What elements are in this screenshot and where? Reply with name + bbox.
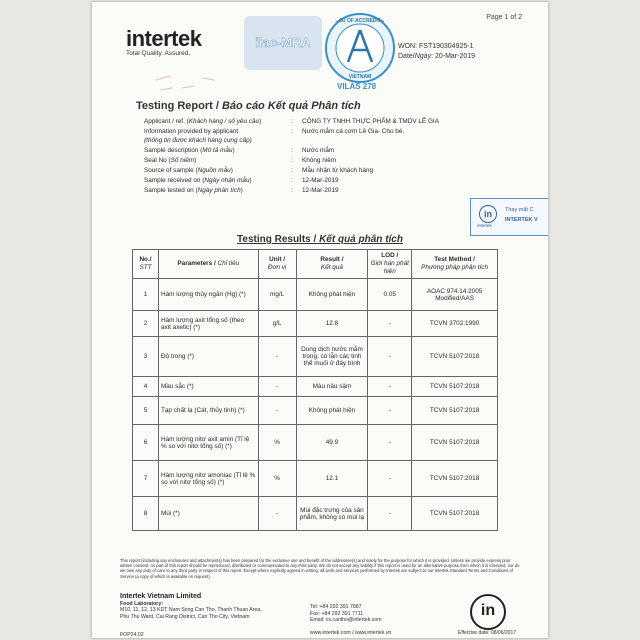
ilac-mra-seal [242, 14, 324, 72]
table-row: 6 Hàm lượng nitơ axit amin (Tỉ lệ % so với nitơ tổng số) (*) % 49.9 - TCVN 5107:2018 [133, 425, 498, 461]
table-row: 3 Độ trong (*) - Dung dịch nước mắm trong, có lẫn các tinh thể muối ở đáy bình - TCVN 5107:2018 [133, 337, 498, 377]
header-method: Test Method / Phương pháp phân tích [412, 250, 498, 279]
table-row: 2 Hàm lượng axit tổng số (theo axit axetic) (*) g/L 12.8 - TCVN 3702:1990 [133, 311, 498, 337]
intertek-badge-icon: in [470, 594, 506, 630]
report-title: Testing Report / Báo cáo Kết quả Phân tích [136, 100, 361, 112]
footer-email: Email: cs.cantho@intertek.com [310, 617, 382, 624]
results-title: Testing Results / Kết quả phân tích [237, 234, 403, 245]
boa-country: VIETNAM [348, 74, 372, 80]
report-reference [398, 42, 475, 62]
footer-lab-label: Food Laboratory: [120, 600, 163, 607]
footer-company: Intertek Vietnam Limited [120, 593, 202, 600]
signature-stamp [470, 198, 548, 236]
header-parameters: Parameters / Chỉ tiêu [158, 250, 258, 279]
stamp-line-2: INTERTEK V [505, 217, 538, 223]
table-row: 5 Tạp chất lạ (Cát, thủy tinh) (*) - Không phát hiện - TCVN 5107:2018 [133, 397, 498, 425]
vilas-number: VILAS 278 [337, 82, 377, 91]
footer-tel: Tel: +84 292 391 7887 [310, 604, 362, 610]
header-lod: LOD / Giới hạn phát hiện [368, 250, 412, 279]
ilac-label: ilac-MRA [255, 35, 311, 50]
header-unit: Unit / Đơn vị [258, 250, 296, 279]
report-date: Date/Ngày: 20-Mar-2019 [398, 53, 476, 60]
bureau-of-accreditation-seal [324, 12, 396, 84]
table-row: 8 Mùi (*) - Mùi đặc trưng của sản phẩm, không có mùi lạ - TCVN 5107:2018 [133, 497, 498, 531]
results-table [132, 249, 498, 531]
footer-fax: Fax: +84 292 391 7711 [310, 610, 364, 617]
page-number: Page 1 of 2 [486, 14, 522, 21]
logo-word: intertek [126, 26, 202, 51]
table-row: 1 Hàm lượng thủy ngân (Hg) (*) mg/L Không phát hiện 0.05 AOAC 974.14:2005 Modified/AAS [133, 279, 498, 311]
stamp-line-1: Thay mặt C [505, 207, 534, 213]
header-result: Result / Kết quả [296, 250, 368, 279]
pink-scribble-mark [152, 50, 222, 94]
won-number: WON: FST190304925-1 [398, 43, 474, 50]
table-row: 4 Màu sắc (*) - Màu nâu sậm - TCVN 5107:2018 [133, 377, 498, 397]
footer-address-2: Phu Thu Ward, Cai Rang District, Can Tho City, Vietnam [120, 613, 250, 620]
effective-date: Effective date: 08/06/2017 [458, 630, 517, 636]
footer-address-1: M10, 11, 12, 13 KDT Nam Song Can Tho, Thanh Thuan Area, [120, 607, 262, 614]
footer-contacts [310, 604, 382, 624]
table-row: 7 Hàm lượng nitơ amoniac (Tỉ lệ % so với nitơ tổng số) (*) % 12.1 - TCVN 5107:2018 [133, 461, 498, 497]
boa-label: BUREAU OF ACCREDITATION [324, 18, 396, 24]
footer-web: www.intertek.com / www.intertek.vn [310, 630, 392, 636]
results-header-row [133, 250, 498, 279]
report-page: Page 1 of 2 intertek Total Quality. Assured. ilac-MRA BUREAU OF ACCREDITATION VIETNAM VILAS 278 WON: FST190304925-1 Date/Ngày: 20-Mar-2019 Testing Report / Báo cáo Kết quả Phân tích Applicant / ref. (Khách hàng / số yêu cầu) : CÔNG TY TNHH THỰC PHẨM & TMDV LÊ GIA Information provided by applicant : Nước mắm cá cơm Lê Gia- Cho bé. (thông tin được khách hàng cung cấp) Sample description (Mô tả mẫu) : Nước mắm Seal No (Số niêm) : Không niêm Source of sample (Nguồn mẫu) : Mẫu nhận từ khách hàng Sample received on (Ngày nhận mẫu) : 12-Mar-2019 Sample tested on (Ngày phân tích) : 12-Mar-2019 in Thay mặt C INTERTEK V intertek Testing Results / Kết quả phân tích No./ STT Parameters / Chỉ tiêu Unit / Đơn vị Result / Kết quả LOD / Giới hạn phát hiện Test Method / Phương pháp phân tích 1 Hàm lượng thủy ngân (Hg) (*) mg/L Không phát hiện 0.05 AOAC 974.14:2005 Modified/AAS 2 Hàm lượng axit tổng số (theo axit axetic) (*) g/L 12.8 - TCVN 3702:1990 3 Độ trong (*) - Dung dịch nước mắm trong, có lẫn các tinh thể muối ở đáy bình - TCVN 5107:2018 4 Màu sắc (*) - Màu nâu sậm - TCVN 5107:2018 5 Tạp chất lạ (Cát, thủy tinh) (*) - Không phát hiện - TCVN 5107:2018 6 Hàm lượng nitơ axit amin (Tỉ lệ % so với nitơ tổng số) (*) % 49.9 - TCVN 5107:2018 7 Hàm lượng nitơ amoniac (Tỉ lệ % so với nitơ tổng số) (*) % 12.1 - TCVN 5107:2018 8 Mùi (*) - Mùi đặc trưng của sản phẩm, không có mùi lạ - TCVN 5107:2018 This report (including any enclosures and attachments) has been prepared for the exclusive use and benefit of the addressee(s) and solely for the purpose for which it is provided. Unless we provide express prior written consent, no part of this report should be reproduced, distributed or communicated to any third party. We do not accept any liability if this report is used for an alternative purpose from which it is intended, nor do we owe any duty of care to any third party in respect of this report. Except where explicitly agreed in writing, all work and services performed by Intertek are subject to our Intertek Standard Terms and Conditions of Service (a copy of which is available on request). Intertek Vietnam Limited Food Laboratory: M10, 11, 12, 13 KDT Nam Song Can Tho, Thanh Thuan Area, Phu Thu Ward, Cai Rang District, Can Tho City, Vietnam Tel: +84 292 391 7887 Fax: +84 292 391 7711 Email: cs.cantho@intertek.com www.intertek.com / www.intertek.vn FOP24.02 in Effective date: 08/06/2017 [92, 2, 548, 638]
disclaimer-text: This report (including any enclosures and attachments) has been prepared for the exclusive use and benefit of the addressee(s) and solely for the purpose for which it is provided. Unless we provide express prior written consent, no part of this report should be reproduced, distributed or communicated to any third party. We do not accept any liability if this report is used for an alternative purpose from which it is intended, nor do we owe any duty of care to any third party in respect of this report. Except where explicitly agreed in writing, all work and services performed by Intertek are subject to our Intertek Standard Terms and Conditions of Service (a copy of which is available on request). [120, 558, 520, 579]
header-no: No./ STT [133, 250, 159, 279]
footer-form-code: FOP24.02 [120, 632, 144, 638]
logo-tagline: Total Quality. Assured. [126, 50, 191, 57]
intertek-circle-icon: in [479, 205, 497, 223]
stamp-line-3: intertek [477, 223, 492, 228]
